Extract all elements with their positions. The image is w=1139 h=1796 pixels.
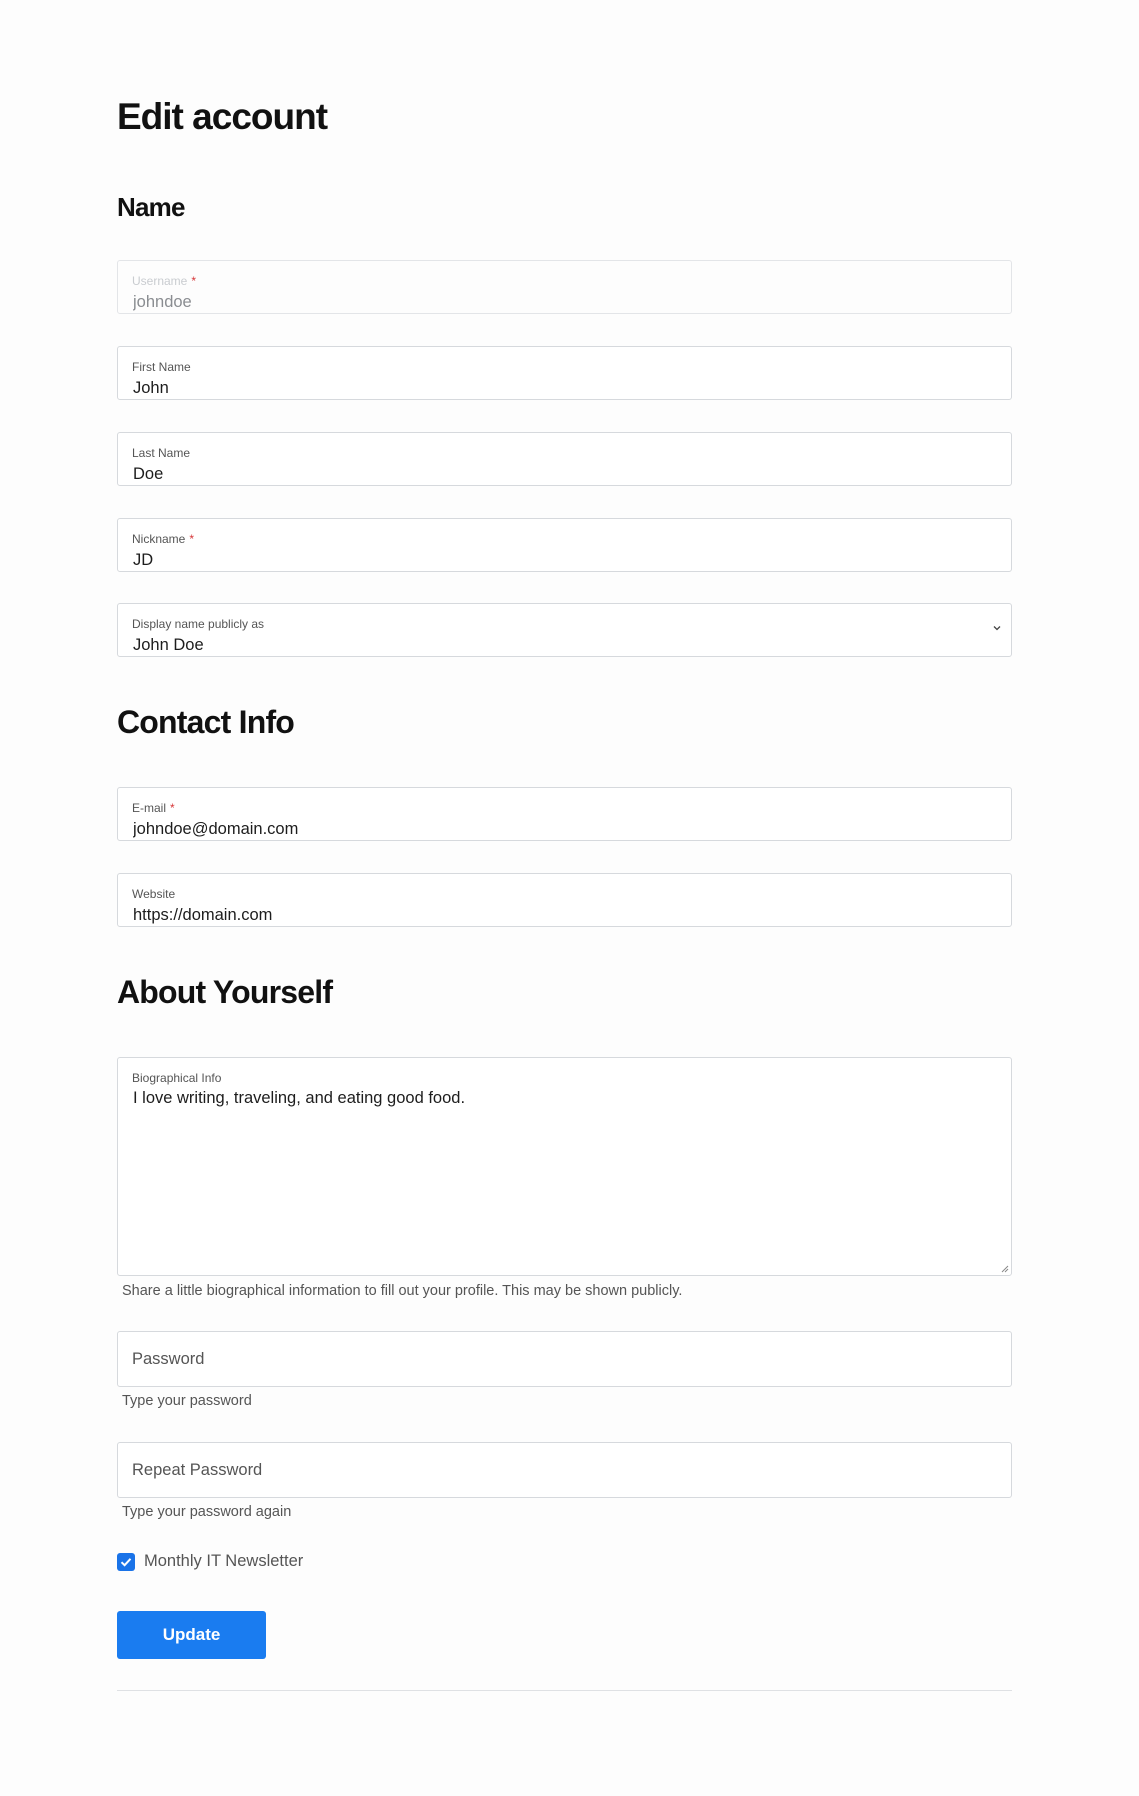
last-name-label: Last Name (132, 446, 191, 460)
last-name-input[interactable] (133, 465, 973, 484)
update-button[interactable]: Update (117, 1611, 266, 1659)
password-field[interactable] (117, 1331, 1012, 1387)
repeat-password-input[interactable] (132, 1443, 992, 1497)
username-input (133, 293, 973, 312)
resize-handle-icon[interactable] (999, 1263, 1009, 1273)
website-label: Website (132, 887, 176, 901)
section-heading-name: Name (117, 192, 185, 222)
email-input[interactable] (133, 820, 973, 839)
username-field (117, 260, 1012, 314)
nickname-label: Nickname * (132, 532, 195, 546)
display-name-value: John Doe (133, 636, 204, 654)
newsletter-checkbox[interactable] (117, 1553, 135, 1571)
repeat-password-help-text: Type your password again (122, 1504, 292, 1520)
first-name-label: First Name (132, 360, 191, 374)
bio-help-text: Share a little biographical information to fill out your profile. This may be shown publicly. (122, 1283, 683, 1299)
website-input[interactable] (133, 906, 973, 925)
password-help-text: Type your password (122, 1393, 252, 1409)
repeat-password-field[interactable] (117, 1442, 1012, 1498)
nickname-input[interactable] (133, 551, 973, 570)
chevron-down-icon (991, 622, 1003, 634)
checkmark-icon (117, 1553, 135, 1571)
email-field[interactable] (117, 787, 1012, 841)
section-heading-contact: Contact Info (117, 704, 295, 740)
website-field[interactable] (117, 873, 1012, 927)
bio-textarea[interactable]: I love writing, traveling, and eating good food. (133, 1089, 466, 1107)
first-name-field[interactable] (117, 346, 1012, 400)
password-input[interactable] (132, 1332, 992, 1386)
last-name-field[interactable] (117, 432, 1012, 486)
email-label: E-mail * (132, 801, 175, 815)
divider (117, 1690, 1012, 1691)
bio-label: Biographical Info (132, 1071, 222, 1085)
nickname-field[interactable] (117, 518, 1012, 572)
bio-field[interactable] (117, 1057, 1012, 1276)
page-title: Edit account (117, 96, 328, 137)
display-name-select[interactable] (117, 603, 1012, 657)
username-label: Username * (132, 274, 197, 288)
first-name-input[interactable] (133, 379, 973, 398)
section-heading-about: About Yourself (117, 974, 333, 1010)
newsletter-label[interactable]: Monthly IT Newsletter (144, 1552, 304, 1570)
display-name-label: Display name publicly as (132, 617, 265, 631)
